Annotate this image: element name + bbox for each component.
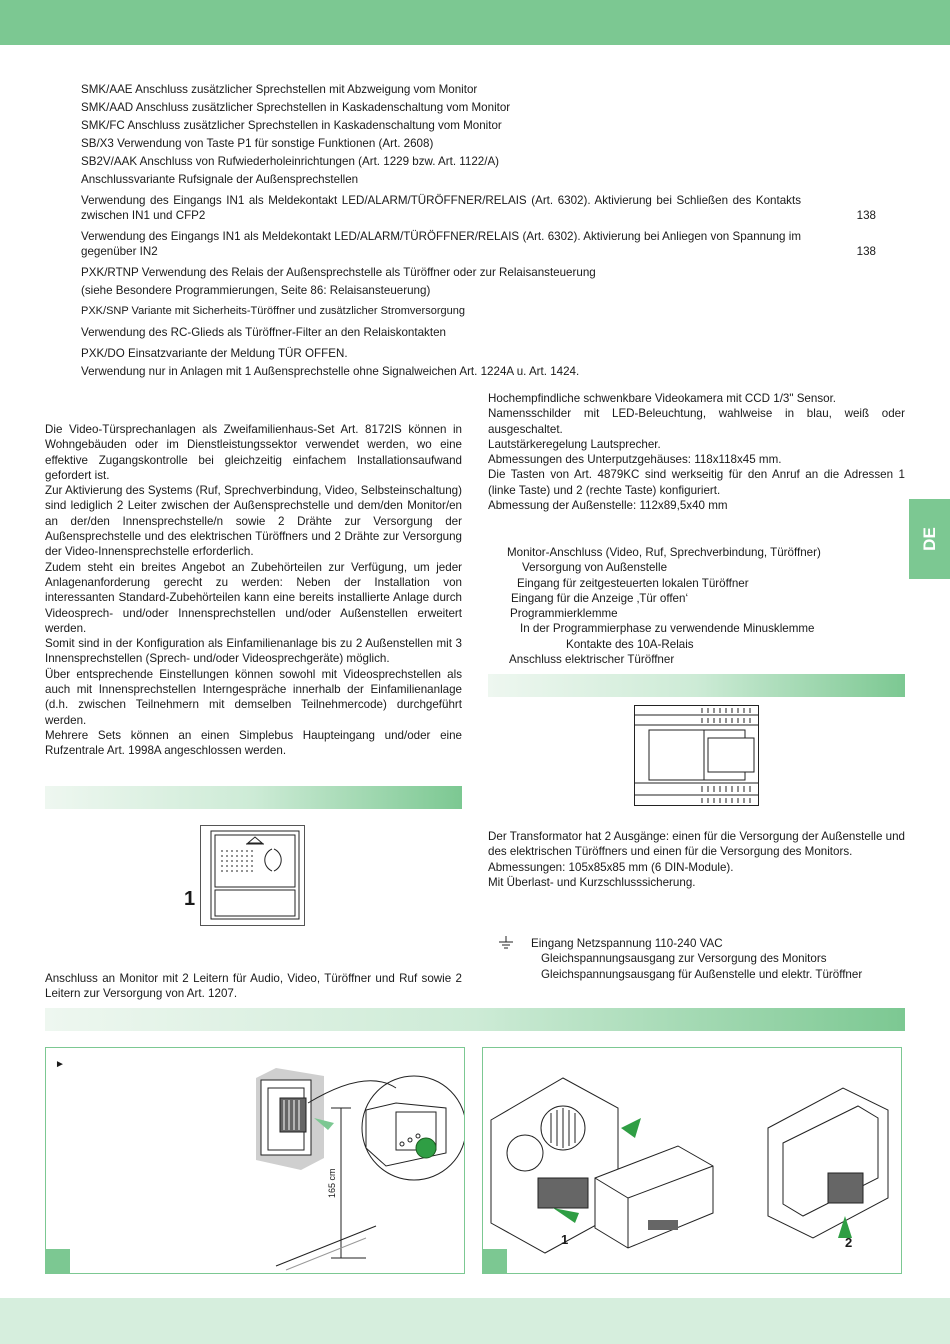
legend-item: Versorgung von Außenstelle xyxy=(522,561,668,575)
language-tab-label: DE xyxy=(919,527,939,551)
legend-item: Monitor-Anschluss (Video, Ruf, Sprechverbindung, Türöffner) xyxy=(507,546,821,559)
toc-entry[interactable] xyxy=(81,283,871,298)
toc-entry-text: SB2V/AAK Anschluss von Rufwiederholeinrichtungen (Art. 1229 bzw. Art. 1122/A) xyxy=(81,155,500,168)
feature-line: Lautstärkeregelung Lautsprecher. xyxy=(488,437,661,451)
bullet-arrow-icon: ► xyxy=(55,1059,65,1070)
toc-entry-text: PXK/DO Einsatzvariante der Meldung TÜR OFFEN. xyxy=(81,347,348,360)
monitor-drawing xyxy=(200,825,306,927)
toc-entry[interactable] xyxy=(81,118,871,133)
toc-entry[interactable] xyxy=(81,100,871,115)
legend-item: Anschluss elektrischer Türöffner xyxy=(509,653,675,667)
camera-features-text xyxy=(488,391,905,513)
paragraph: Somit sind in der Konfiguration als Einfamilienanlage bis zu 2 Außenstellen mit 3 Innensprechstellen (Sprech- und/oder Videosprechgeräte) möglich. xyxy=(45,637,462,666)
installation-panel xyxy=(45,1047,465,1274)
paragraph: Über entsprechende Einstellungen können sowohl mit Videosprechstellen als auch mit Innensprechstellen Interngespräche innerhalb der Einfamilienanlage (d.h. zwischen Teilnehmern mit demselben Teilnehmercode) durchgeführt werden. xyxy=(45,667,462,727)
feature-line: Hochempfindliche schwenkbare Videokamera mit CCD 1/3" Sensor. xyxy=(488,392,837,405)
language-tab[interactable] xyxy=(909,499,950,579)
intro-text xyxy=(45,422,462,759)
legend-item: Gleichspannungsausgang zur Versorgung des Monitors xyxy=(541,952,827,966)
figure-number: 1 xyxy=(184,888,196,910)
transformer-text xyxy=(488,829,905,890)
section-header-monitor xyxy=(45,786,462,809)
paragraph: Mehrere Sets können an einen Simplebus Haupteingang und/oder eine Rufzentrale Art. 1998A angeschlossen werden. xyxy=(45,728,462,758)
transformer-drawing xyxy=(634,705,760,807)
top-bar xyxy=(0,0,950,45)
terminal-legend xyxy=(504,545,904,667)
toc-entry-text: SMK/FC Anschluss zusätzlicher Sprechstellen in Kaskadenschaltung vom Monitor xyxy=(81,119,502,132)
legend-item: Eingang Netzspannung 110-240 VAC xyxy=(531,937,723,950)
section-header-installation xyxy=(45,1008,905,1031)
section-header-transformer xyxy=(488,674,905,697)
toc-entry-text: Anschlussvariante Rufsignale der Außensprechstellen xyxy=(81,173,359,186)
monitor-caption: Anschluss an Monitor mit 2 Leitern für Audio, Video, Türöffner und Ruf sowie 2 Leitern zur Versorgung von Art. 1207. xyxy=(45,972,462,1001)
toc-entry-text: SB/X3 Verwendung von Taste P1 für sonstige Funktionen (Art. 2608) xyxy=(81,137,434,150)
step-number-1: 1 xyxy=(561,1232,569,1247)
feature-line: Abmessungen des Unterputzgehäuses: 118x118x45 mm. xyxy=(488,453,782,467)
panel-corner-marker xyxy=(483,1249,507,1273)
toc-entry[interactable] xyxy=(81,229,876,259)
legend-item: Eingang für zeitgesteuerten lokalen Türöffner xyxy=(517,576,749,590)
toc-page-number: 138 xyxy=(856,245,876,258)
toc-entry-text: PXK/SNP Variante mit Sicherheits-Türöffner und zusätzlicher Stromversorgung xyxy=(81,305,465,317)
feature-line: Die Tasten von Art. 4879KC sind werkseitig für den Anruf an die Adressen 1 (linke Taste) und 2 (rechte Taste) konfiguriert. xyxy=(488,468,905,497)
paragraph: Der Transformator hat 2 Ausgänge: einen für die Versorgung der Außenstelle und des elektrischen Türöffners und einen für die Versorgung des Monitors. xyxy=(488,830,905,859)
paragraph: Mit Überlast- und Kurzschlusssicherung. xyxy=(488,875,696,889)
toc-entry[interactable] xyxy=(81,346,871,361)
feature-line: Abmessung der Außenstelle: 112x89,5x40 mm xyxy=(488,499,728,513)
table-of-contents xyxy=(81,82,876,382)
toc-entry[interactable] xyxy=(81,304,871,319)
height-dimension-label: 165 cm xyxy=(327,1168,337,1198)
paragraph: Zudem steht ein breites Angebot an Zubehörteilen zur Verfügung, um jeder Anlagenanforderung gerecht zu werden: Neben der Installation von interessanten Standard-Zubehörteilen kann eine bereits installierte Anlage durch Videosprech- und/oder Innensprechstellen und/oder Außenstellen erweitert werden. xyxy=(45,560,462,635)
paragraph: Zur Aktivierung des Systems (Ruf, Sprechverbindung, Video, Selbsteinschaltung) sind lediglich 2 Leiter zwischen der Außensprechstelle und dem/den Monitor/en an der/den Innensprechstelle/n sowie 2 Drähte zur Versorgung der Außensprechstelle und des elektrischen Türöffners und 2 Drähte zur Versorgung der Video-Innensprechstelle erforderlich. xyxy=(45,484,462,559)
toc-entry-text: (siehe Besondere Programmierungen, Seite 86: Relaisansteuerung) xyxy=(81,284,431,297)
bottom-bar xyxy=(0,1298,950,1344)
toc-entry-text: SMK/AAD Anschluss zusätzlicher Sprechstellen in Kaskadenschaltung vom Monitor xyxy=(81,101,511,114)
toc-entry-text: Verwendung nur in Anlagen mit 1 Außensprechstelle ohne Signalweichen Art. 1224A u. Art. 1424. xyxy=(81,365,580,378)
toc-entry[interactable] xyxy=(81,325,871,340)
toc-entry[interactable] xyxy=(81,364,871,379)
toc-entry[interactable] xyxy=(81,265,871,280)
toc-page-number: 138 xyxy=(856,209,876,222)
toc-entry[interactable] xyxy=(81,82,871,97)
feature-line: Namensschilder mit LED-Beleuchtung, wahlweise in blau, weiß oder ausgeschaltet. xyxy=(488,407,905,436)
toc-entry-text: Verwendung des Eingangs IN1 als Meldekontakt LED/ALARM/TÜRÖFFNER/RELAIS (Art. 6302). Aktivierung bei Anliegen von Spannung im gegenüber IN2 xyxy=(81,230,801,258)
toc-entry[interactable] xyxy=(81,136,871,151)
panel-corner-marker xyxy=(46,1249,70,1273)
legend-item: Programmierklemme xyxy=(510,607,618,621)
ground-icon xyxy=(498,936,514,950)
transformer-legend xyxy=(498,936,908,982)
toc-entry[interactable] xyxy=(81,172,871,187)
legend-item: Eingang für die Anzeige ‚Tür offen‘ xyxy=(511,591,689,605)
legend-item: Gleichspannungsausgang für Außenstelle und elektr. Türöffner xyxy=(541,967,863,981)
toc-entry[interactable] xyxy=(81,154,871,169)
legend-item: In der Programmierphase zu verwendende Minusklemme xyxy=(520,622,815,636)
legend-item: Kontakte des 10A-Relais xyxy=(566,637,694,651)
paragraph: Die Video-Türsprechanlagen als Zweifamilienhaus-Set Art. 8172IS können in Wohngebäuden oder im Dienstleistungssektor verwendet werden, wo eine effektive Zugangskontrolle bei gleichzeitig einfachem Installationsaufwand gefordert ist. xyxy=(45,423,462,482)
toc-entry-text: SMK/AAE Anschluss zusätzlicher Sprechstellen mit Abzweigung vom Monitor xyxy=(81,83,478,96)
toc-entry[interactable] xyxy=(81,193,876,223)
toc-entry-text: Verwendung des Eingangs IN1 als Meldekontakt LED/ALARM/TÜRÖFFNER/RELAIS (Art. 6302). Aktivierung bei Schließen des Kontakts zwischen IN1 und CFP2 xyxy=(81,194,801,222)
toc-entry-text: PXK/RTNP Verwendung des Relais der Außensprechstelle als Türöffner oder zur Relaisansteuerung xyxy=(81,266,596,279)
assembly-drawing xyxy=(483,1048,901,1273)
paragraph: Abmessungen: 105x85x85 mm (6 DIN-Module). xyxy=(488,860,734,874)
toc-entry-text: Verwendung des RC-Glieds als Türöffner-Filter an den Relaiskontakten xyxy=(81,326,446,339)
step-number-2: 2 xyxy=(845,1235,853,1250)
installation-height-drawing xyxy=(46,1048,464,1273)
assembly-panel xyxy=(482,1047,902,1274)
